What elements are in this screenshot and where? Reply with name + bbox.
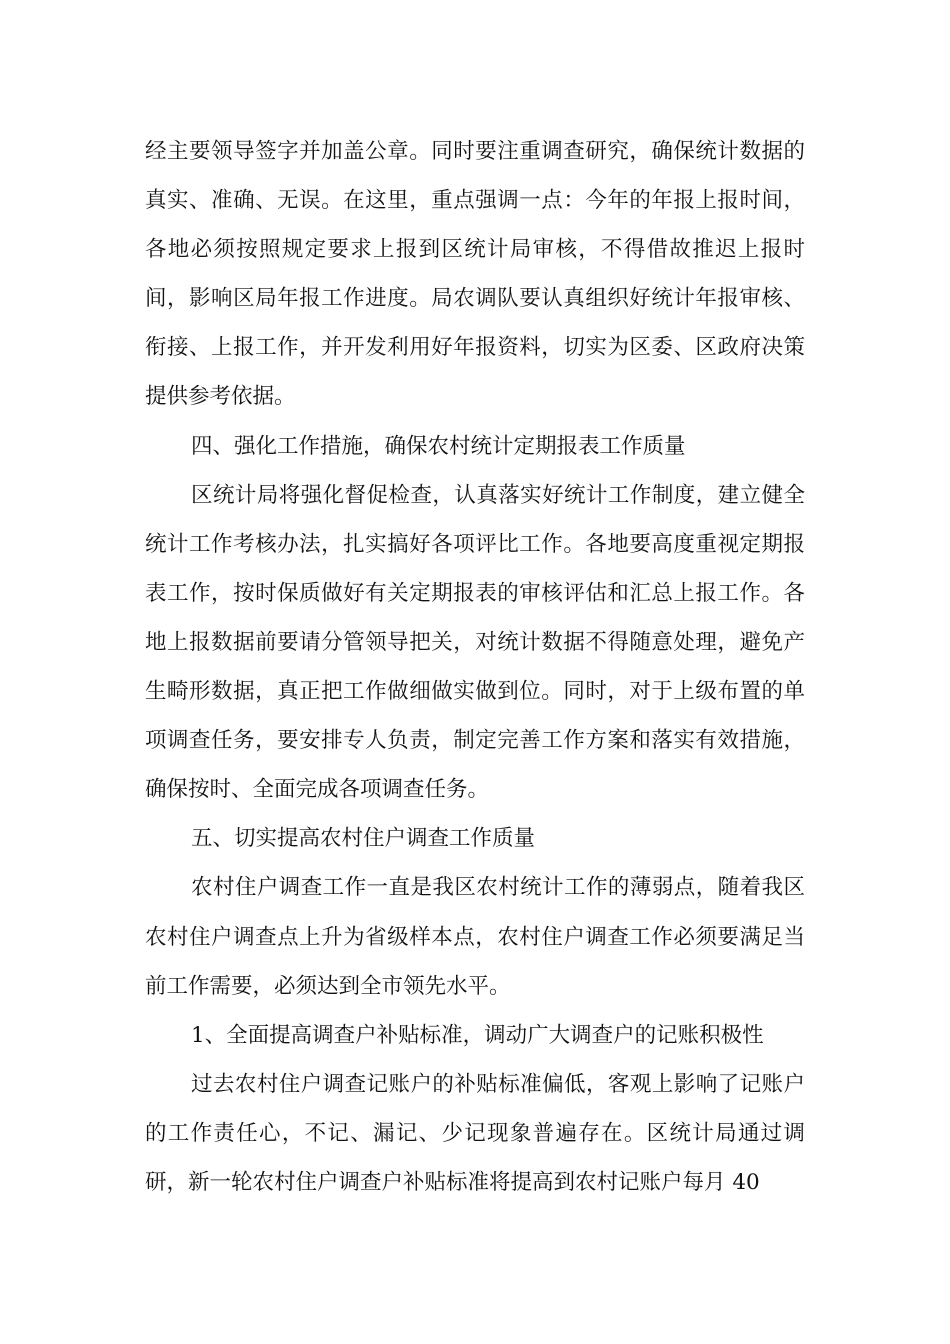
paragraph-section-5: 农村住户调查工作一直是我区农村统计工作的薄弱点，随着我区农村住户调查点上升为省级样本点，农村住户调查工作必须要满足当前工作需要，必须达到全市领先水平。 bbox=[145, 875, 805, 999]
section-heading-5: 五、切实提高农村住户调查工作质量 bbox=[191, 826, 536, 852]
document-body bbox=[145, 127, 805, 1207]
paragraph-subsection-1: 过去农村住户调查记账户的补贴标准偏低，客观上影响了记账户的工作责任心，不记、漏记、少记现象普遍存在。区统计局通过调研，新一轮农村住户调查户补贴标准将提高到农村记账户每月 40 bbox=[145, 1071, 805, 1195]
paragraph-section-4: 区统计局将强化督促检查，认真落实好统计工作制度，建立健全统计工作考核办法，扎实搞好各项评比工作。各地要高度重视定期报表工作，按时保质做好有关定期报表的审核评估和汇总上报工作。各地上报数据前要请分管领导把关，对统计数据不得随意处理，避免产生畸形数据，真正把工作做细做实做到位。同时，对于上级布置的单项调查任务，要安排专人负责，制定完善工作方案和落实有效措施，确保按时、全面完成各项调查任务。 bbox=[145, 482, 805, 803]
subsection-heading-1: 1、全面提高调查户补贴标准，调动广大调查户的记账积极性 bbox=[191, 1022, 764, 1048]
paragraph-continuation: 经主要领导签字并加盖公章。同时要注重调查研究，确保统计数据的真实、准确、无误。在这里，重点强调一点：今年的年报上报时间，各地必须按照规定要求上报到区统计局审核，不得借故推迟上报时间，影响区局年报工作进度。局农调队要认真组织好统计年报审核、衔接、上报工作，并开发利用好年报资料，切实为区委、区政府决策提供参考依据。 bbox=[145, 139, 805, 410]
section-heading-4: 四、强化工作措施，确保农村统计定期报表工作质量 bbox=[191, 433, 686, 459]
